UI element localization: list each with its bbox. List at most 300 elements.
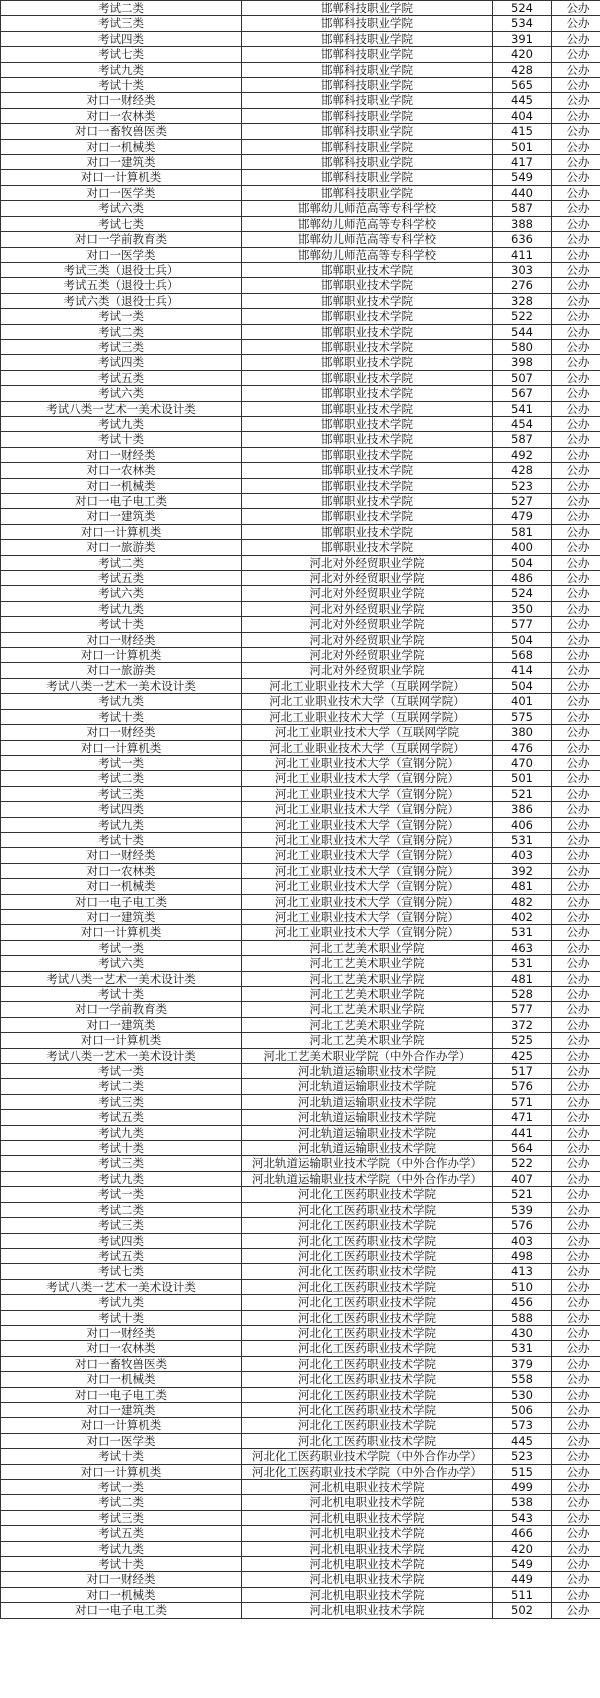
score-cell: 538 (493, 1495, 552, 1510)
category-cell: 对口一计算机类 (1, 740, 242, 755)
score-cell: 498 (493, 1248, 552, 1263)
score-cell: 517 (493, 1064, 552, 1079)
table-row (1, 1002, 600, 1017)
table-row (1, 1495, 600, 1510)
school-cell: 邯郸职业技术学院 (242, 416, 493, 431)
type-cell: 公办 (552, 1171, 600, 1186)
school-cell: 河北工艺美术职业学院 (242, 940, 493, 955)
type-cell: 公办 (552, 771, 600, 786)
table-row (1, 648, 600, 663)
school-cell: 河北化工医药职业技术学院 (242, 1187, 493, 1202)
score-cell: 441 (493, 1125, 552, 1140)
category-cell: 考试十类 (1, 832, 242, 847)
type-cell: 公办 (552, 709, 600, 724)
type-cell: 公办 (552, 339, 600, 354)
table-row (1, 540, 600, 555)
table-row (1, 1141, 600, 1156)
score-cell: 522 (493, 1156, 552, 1171)
school-cell: 邯郸职业技术学院 (242, 355, 493, 370)
score-table-body (1, 1, 600, 1619)
category-cell: 考试七类 (1, 47, 242, 62)
school-cell: 河北对外经贸职业学院 (242, 571, 493, 586)
category-cell: 考试一类 (1, 1480, 242, 1495)
school-cell: 河北化工医药职业技术学院 (242, 1387, 493, 1402)
category-cell: 对口一计算机类 (1, 648, 242, 663)
category-cell: 考试六类 (1, 956, 242, 971)
type-cell: 公办 (552, 386, 600, 401)
table-row (1, 925, 600, 940)
school-cell: 河北工业职业技术大学（宣钢分院） (242, 786, 493, 801)
school-cell: 河北对外经贸职业学院 (242, 648, 493, 663)
category-cell: 考试五类 (1, 1110, 242, 1125)
type-cell: 公办 (552, 1218, 600, 1233)
category-cell: 考试三类 (1, 339, 242, 354)
table-row (1, 293, 600, 308)
type-cell: 公办 (552, 1187, 600, 1202)
score-cell: 577 (493, 617, 552, 632)
school-cell: 河北机电职业技术学院 (242, 1495, 493, 1510)
score-cell: 407 (493, 1171, 552, 1186)
school-cell: 河北化工医药职业技术学院 (242, 1218, 493, 1233)
table-row (1, 601, 600, 616)
school-cell: 河北工艺美术职业学院 (242, 1002, 493, 1017)
score-cell: 531 (493, 832, 552, 847)
type-cell: 公办 (552, 1526, 600, 1541)
type-cell: 公办 (552, 524, 600, 539)
type-cell: 公办 (552, 832, 600, 847)
score-cell: 276 (493, 278, 552, 293)
score-cell: 504 (493, 632, 552, 647)
score-cell: 567 (493, 386, 552, 401)
table-row (1, 447, 600, 462)
type-cell: 公办 (552, 956, 600, 971)
score-cell: 501 (493, 771, 552, 786)
score-cell: 425 (493, 1048, 552, 1063)
table-row (1, 185, 600, 200)
school-cell: 河北轨道运输职业技术学院 (242, 1094, 493, 1109)
type-cell: 公办 (552, 678, 600, 693)
type-cell: 公办 (552, 786, 600, 801)
score-cell: 531 (493, 925, 552, 940)
type-cell: 公办 (552, 170, 600, 185)
type-cell: 公办 (552, 540, 600, 555)
score-cell: 521 (493, 1187, 552, 1202)
category-cell: 考试一类 (1, 755, 242, 770)
table-row (1, 324, 600, 339)
table-row (1, 339, 600, 354)
category-cell: 考试五类（退役士兵） (1, 278, 242, 293)
score-cell: 415 (493, 124, 552, 139)
score-cell: 522 (493, 309, 552, 324)
table-row (1, 1187, 600, 1202)
table-row (1, 571, 600, 586)
score-cell: 471 (493, 1110, 552, 1125)
table-row (1, 309, 600, 324)
score-cell: 406 (493, 817, 552, 832)
score-cell: 573 (493, 1418, 552, 1433)
category-cell: 对口一电子电工类 (1, 494, 242, 509)
table-row (1, 617, 600, 632)
table-row (1, 524, 600, 539)
type-cell: 公办 (552, 155, 600, 170)
type-cell: 公办 (552, 940, 600, 955)
table-row (1, 586, 600, 601)
school-cell: 河北机电职业技术学院 (242, 1526, 493, 1541)
school-cell: 河北化工医药职业技术学院 (242, 1264, 493, 1279)
category-cell: 对口一计算机类 (1, 524, 242, 539)
category-cell: 考试十类 (1, 432, 242, 447)
type-cell: 公办 (552, 416, 600, 431)
type-cell: 公办 (552, 694, 600, 709)
type-cell: 公办 (552, 971, 600, 986)
category-cell: 考试三类 (1, 1510, 242, 1525)
category-cell: 考试二类 (1, 771, 242, 786)
table-row (1, 155, 600, 170)
score-cell: 543 (493, 1510, 552, 1525)
type-cell: 公办 (552, 1449, 600, 1464)
table-row (1, 432, 600, 447)
type-cell: 公办 (552, 1433, 600, 1448)
category-cell: 考试十类 (1, 1141, 242, 1156)
table-row (1, 987, 600, 1002)
type-cell: 公办 (552, 124, 600, 139)
category-cell: 考试三类 (1, 16, 242, 31)
category-cell: 对口一机械类 (1, 1587, 242, 1602)
score-cell: 456 (493, 1295, 552, 1310)
school-cell: 邯郸职业技术学院 (242, 324, 493, 339)
table-row (1, 1171, 600, 1186)
score-cell: 564 (493, 1141, 552, 1156)
score-cell: 504 (493, 555, 552, 570)
category-cell: 考试七类 (1, 216, 242, 231)
table-row (1, 1033, 600, 1048)
category-cell: 考试六类 (1, 586, 242, 601)
category-cell: 考试九类 (1, 817, 242, 832)
type-cell: 公办 (552, 1572, 600, 1587)
school-cell: 河北工业职业技术大学（互联网学院 (242, 725, 493, 740)
score-cell: 558 (493, 1372, 552, 1387)
score-cell: 380 (493, 725, 552, 740)
type-cell: 公办 (552, 848, 600, 863)
table-row (1, 108, 600, 123)
school-cell: 河北化工医药职业技术学院 (242, 1433, 493, 1448)
type-cell: 公办 (552, 1017, 600, 1032)
school-cell: 河北机电职业技术学院 (242, 1572, 493, 1587)
type-cell: 公办 (552, 1264, 600, 1279)
score-cell: 575 (493, 709, 552, 724)
school-cell: 河北化工医药职业技术学院 (242, 1248, 493, 1263)
table-row (1, 278, 600, 293)
category-cell: 考试十类 (1, 1310, 242, 1325)
category-cell: 对口一旅游类 (1, 540, 242, 555)
school-cell: 河北对外经贸职业学院 (242, 555, 493, 570)
score-cell: 571 (493, 1094, 552, 1109)
category-cell: 对口一学前教育类 (1, 1002, 242, 1017)
category-cell: 考试五类 (1, 370, 242, 385)
school-cell: 河北对外经贸职业学院 (242, 632, 493, 647)
category-cell: 对口一财经类 (1, 725, 242, 740)
school-cell: 邯郸科技职业学院 (242, 185, 493, 200)
score-cell: 636 (493, 232, 552, 247)
type-cell: 公办 (552, 1248, 600, 1263)
type-cell: 公办 (552, 31, 600, 46)
category-cell: 考试二类 (1, 1, 242, 16)
category-cell: 对口一计算机类 (1, 1033, 242, 1048)
school-cell: 邯郸科技职业学院 (242, 139, 493, 154)
table-row (1, 863, 600, 878)
score-cell: 523 (493, 1449, 552, 1464)
school-cell: 邯郸科技职业学院 (242, 78, 493, 93)
table-row (1, 1356, 600, 1371)
school-cell: 河北化工医药职业技术学院（中外合作办学） (242, 1449, 493, 1464)
school-cell: 河北机电职业技术学院 (242, 1480, 493, 1495)
category-cell: 对口一财经类 (1, 447, 242, 462)
category-cell: 对口一财经类 (1, 93, 242, 108)
type-cell: 公办 (552, 1064, 600, 1079)
category-cell: 考试一类 (1, 309, 242, 324)
type-cell: 公办 (552, 278, 600, 293)
school-cell: 邯郸幼儿师范高等专科学校 (242, 201, 493, 216)
score-cell: 466 (493, 1526, 552, 1541)
category-cell: 考试二类 (1, 1079, 242, 1094)
category-cell: 考试一类 (1, 1064, 242, 1079)
category-cell: 对口一计算机类 (1, 170, 242, 185)
score-cell: 539 (493, 1202, 552, 1217)
type-cell: 公办 (552, 1233, 600, 1248)
school-cell: 河北工业职业技术大学（互联网学院） (242, 709, 493, 724)
type-cell: 公办 (552, 817, 600, 832)
table-row (1, 694, 600, 709)
school-cell: 河北机电职业技术学院 (242, 1510, 493, 1525)
table-row (1, 216, 600, 231)
school-cell: 邯郸职业技术学院 (242, 278, 493, 293)
category-cell: 对口一建筑类 (1, 1402, 242, 1417)
type-cell: 公办 (552, 494, 600, 509)
table-row (1, 1387, 600, 1402)
school-cell: 邯郸职业技术学院 (242, 524, 493, 539)
type-cell: 公办 (552, 1295, 600, 1310)
type-cell: 公办 (552, 987, 600, 1002)
score-cell: 445 (493, 1433, 552, 1448)
table-row (1, 1202, 600, 1217)
table-row (1, 355, 600, 370)
school-cell: 邯郸幼儿师范高等专科学校 (242, 247, 493, 262)
school-cell: 邯郸职业技术学院 (242, 262, 493, 277)
category-cell: 考试九类 (1, 694, 242, 709)
category-cell: 考试八类一艺术一美术设计类 (1, 1048, 242, 1063)
category-cell: 考试一类 (1, 940, 242, 955)
table-row (1, 78, 600, 93)
category-cell: 考试八类一艺术一美术设计类 (1, 971, 242, 986)
score-cell: 449 (493, 1572, 552, 1587)
school-cell: 河北工艺美术职业学院 (242, 1033, 493, 1048)
table-row (1, 124, 600, 139)
type-cell: 公办 (552, 1325, 600, 1340)
score-cell: 303 (493, 262, 552, 277)
school-cell: 河北工艺美术职业学院（中外合作办学） (242, 1048, 493, 1063)
category-cell: 对口一农林类 (1, 108, 242, 123)
category-cell: 考试二类 (1, 1202, 242, 1217)
table-row (1, 1094, 600, 1109)
table-row (1, 93, 600, 108)
type-cell: 公办 (552, 1125, 600, 1140)
score-cell: 454 (493, 416, 552, 431)
table-row (1, 1218, 600, 1233)
category-cell: 考试三类 (1, 786, 242, 801)
score-cell: 544 (493, 324, 552, 339)
table-row (1, 1541, 600, 1556)
category-cell: 对口一电子电工类 (1, 1603, 242, 1618)
type-cell: 公办 (552, 617, 600, 632)
category-cell: 对口一畜牧兽医类 (1, 124, 242, 139)
school-cell: 邯郸职业技术学院 (242, 339, 493, 354)
school-cell: 河北工业职业技术大学（宣钢分院） (242, 802, 493, 817)
table-row (1, 1449, 600, 1464)
table-row (1, 1110, 600, 1125)
score-cell: 470 (493, 755, 552, 770)
score-cell: 515 (493, 1464, 552, 1479)
category-cell: 考试九类 (1, 1125, 242, 1140)
school-cell: 河北对外经贸职业学院 (242, 663, 493, 678)
score-cell: 476 (493, 740, 552, 755)
score-cell: 417 (493, 155, 552, 170)
category-cell: 对口一机械类 (1, 1372, 242, 1387)
table-row (1, 1464, 600, 1479)
school-cell: 河北轨道运输职业技术学院 (242, 1110, 493, 1125)
score-cell: 445 (493, 93, 552, 108)
table-row (1, 1048, 600, 1063)
school-cell: 河北化工医药职业技术学院 (242, 1356, 493, 1371)
table-row (1, 1125, 600, 1140)
type-cell: 公办 (552, 355, 600, 370)
type-cell: 公办 (552, 601, 600, 616)
score-cell: 486 (493, 571, 552, 586)
table-row (1, 894, 600, 909)
type-cell: 公办 (552, 509, 600, 524)
school-cell: 河北化工医药职业技术学院 (242, 1372, 493, 1387)
score-cell: 541 (493, 401, 552, 416)
table-row (1, 1233, 600, 1248)
score-cell: 576 (493, 1218, 552, 1233)
school-cell: 邯郸职业技术学院 (242, 447, 493, 462)
category-cell: 考试十类 (1, 617, 242, 632)
category-cell: 对口一学前教育类 (1, 232, 242, 247)
school-cell: 河北化工医药职业技术学院 (242, 1295, 493, 1310)
table-row (1, 247, 600, 262)
score-cell: 392 (493, 863, 552, 878)
category-cell: 对口一电子电工类 (1, 894, 242, 909)
type-cell: 公办 (552, 139, 600, 154)
school-cell: 河北工业职业技术大学（互联网学院） (242, 740, 493, 755)
type-cell: 公办 (552, 632, 600, 647)
score-cell: 428 (493, 62, 552, 77)
category-cell: 对口一机械类 (1, 139, 242, 154)
type-cell: 公办 (552, 909, 600, 924)
school-cell: 邯郸职业技术学院 (242, 309, 493, 324)
category-cell: 考试四类 (1, 31, 242, 46)
category-cell: 考试七类 (1, 1264, 242, 1279)
score-cell: 580 (493, 339, 552, 354)
type-cell: 公办 (552, 1341, 600, 1356)
school-cell: 河北化工医药职业技术学院 (242, 1402, 493, 1417)
category-cell: 对口一农林类 (1, 463, 242, 478)
type-cell: 公办 (552, 586, 600, 601)
score-cell: 587 (493, 201, 552, 216)
table-row (1, 170, 600, 185)
school-cell: 河北机电职业技术学院 (242, 1541, 493, 1556)
type-cell: 公办 (552, 863, 600, 878)
category-cell: 考试五类 (1, 1248, 242, 1263)
table-row (1, 386, 600, 401)
school-cell: 河北工业职业技术大学（宣钢分院） (242, 894, 493, 909)
category-cell: 考试八类一艺术一美术设计类 (1, 1279, 242, 1294)
score-cell: 391 (493, 31, 552, 46)
school-cell: 河北化工医药职业技术学院 (242, 1279, 493, 1294)
score-cell: 350 (493, 601, 552, 616)
type-cell: 公办 (552, 1202, 600, 1217)
score-cell: 521 (493, 786, 552, 801)
table-row (1, 1480, 600, 1495)
school-cell: 邯郸科技职业学院 (242, 31, 493, 46)
table-row (1, 678, 600, 693)
type-cell: 公办 (552, 1156, 600, 1171)
category-cell: 考试六类（退役士兵） (1, 293, 242, 308)
score-cell: 507 (493, 370, 552, 385)
category-cell: 考试十类 (1, 709, 242, 724)
type-cell: 公办 (552, 663, 600, 678)
type-cell: 公办 (552, 555, 600, 570)
category-cell: 对口一电子电工类 (1, 1387, 242, 1402)
type-cell: 公办 (552, 571, 600, 586)
table-row (1, 1603, 600, 1618)
category-cell: 对口一计算机类 (1, 925, 242, 940)
type-cell: 公办 (552, 1079, 600, 1094)
school-cell: 邯郸科技职业学院 (242, 16, 493, 31)
table-row (1, 817, 600, 832)
table-row (1, 1587, 600, 1602)
table-row (1, 1248, 600, 1263)
type-cell: 公办 (552, 62, 600, 77)
table-row (1, 786, 600, 801)
type-cell: 公办 (552, 432, 600, 447)
score-cell: 401 (493, 694, 552, 709)
type-cell: 公办 (552, 262, 600, 277)
school-cell: 河北化工医药职业技术学院 (242, 1325, 493, 1340)
score-cell: 398 (493, 355, 552, 370)
table-row (1, 1064, 600, 1079)
table-row (1, 725, 600, 740)
type-cell: 公办 (552, 216, 600, 231)
table-row (1, 494, 600, 509)
score-cell: 511 (493, 1587, 552, 1602)
category-cell: 考试九类 (1, 1295, 242, 1310)
table-row (1, 1079, 600, 1094)
type-cell: 公办 (552, 293, 600, 308)
type-cell: 公办 (552, 1587, 600, 1602)
type-cell: 公办 (552, 1387, 600, 1402)
table-row (1, 16, 600, 31)
school-cell: 邯郸职业技术学院 (242, 478, 493, 493)
category-cell: 对口一医学类 (1, 1433, 242, 1448)
type-cell: 公办 (552, 1372, 600, 1387)
category-cell: 考试三类（退役士兵） (1, 262, 242, 277)
score-cell: 506 (493, 1402, 552, 1417)
school-cell: 河北工业职业技术大学（互联网学院） (242, 678, 493, 693)
table-row (1, 1418, 600, 1433)
school-cell: 邯郸职业技术学院 (242, 540, 493, 555)
type-cell: 公办 (552, 1541, 600, 1556)
table-row (1, 1341, 600, 1356)
